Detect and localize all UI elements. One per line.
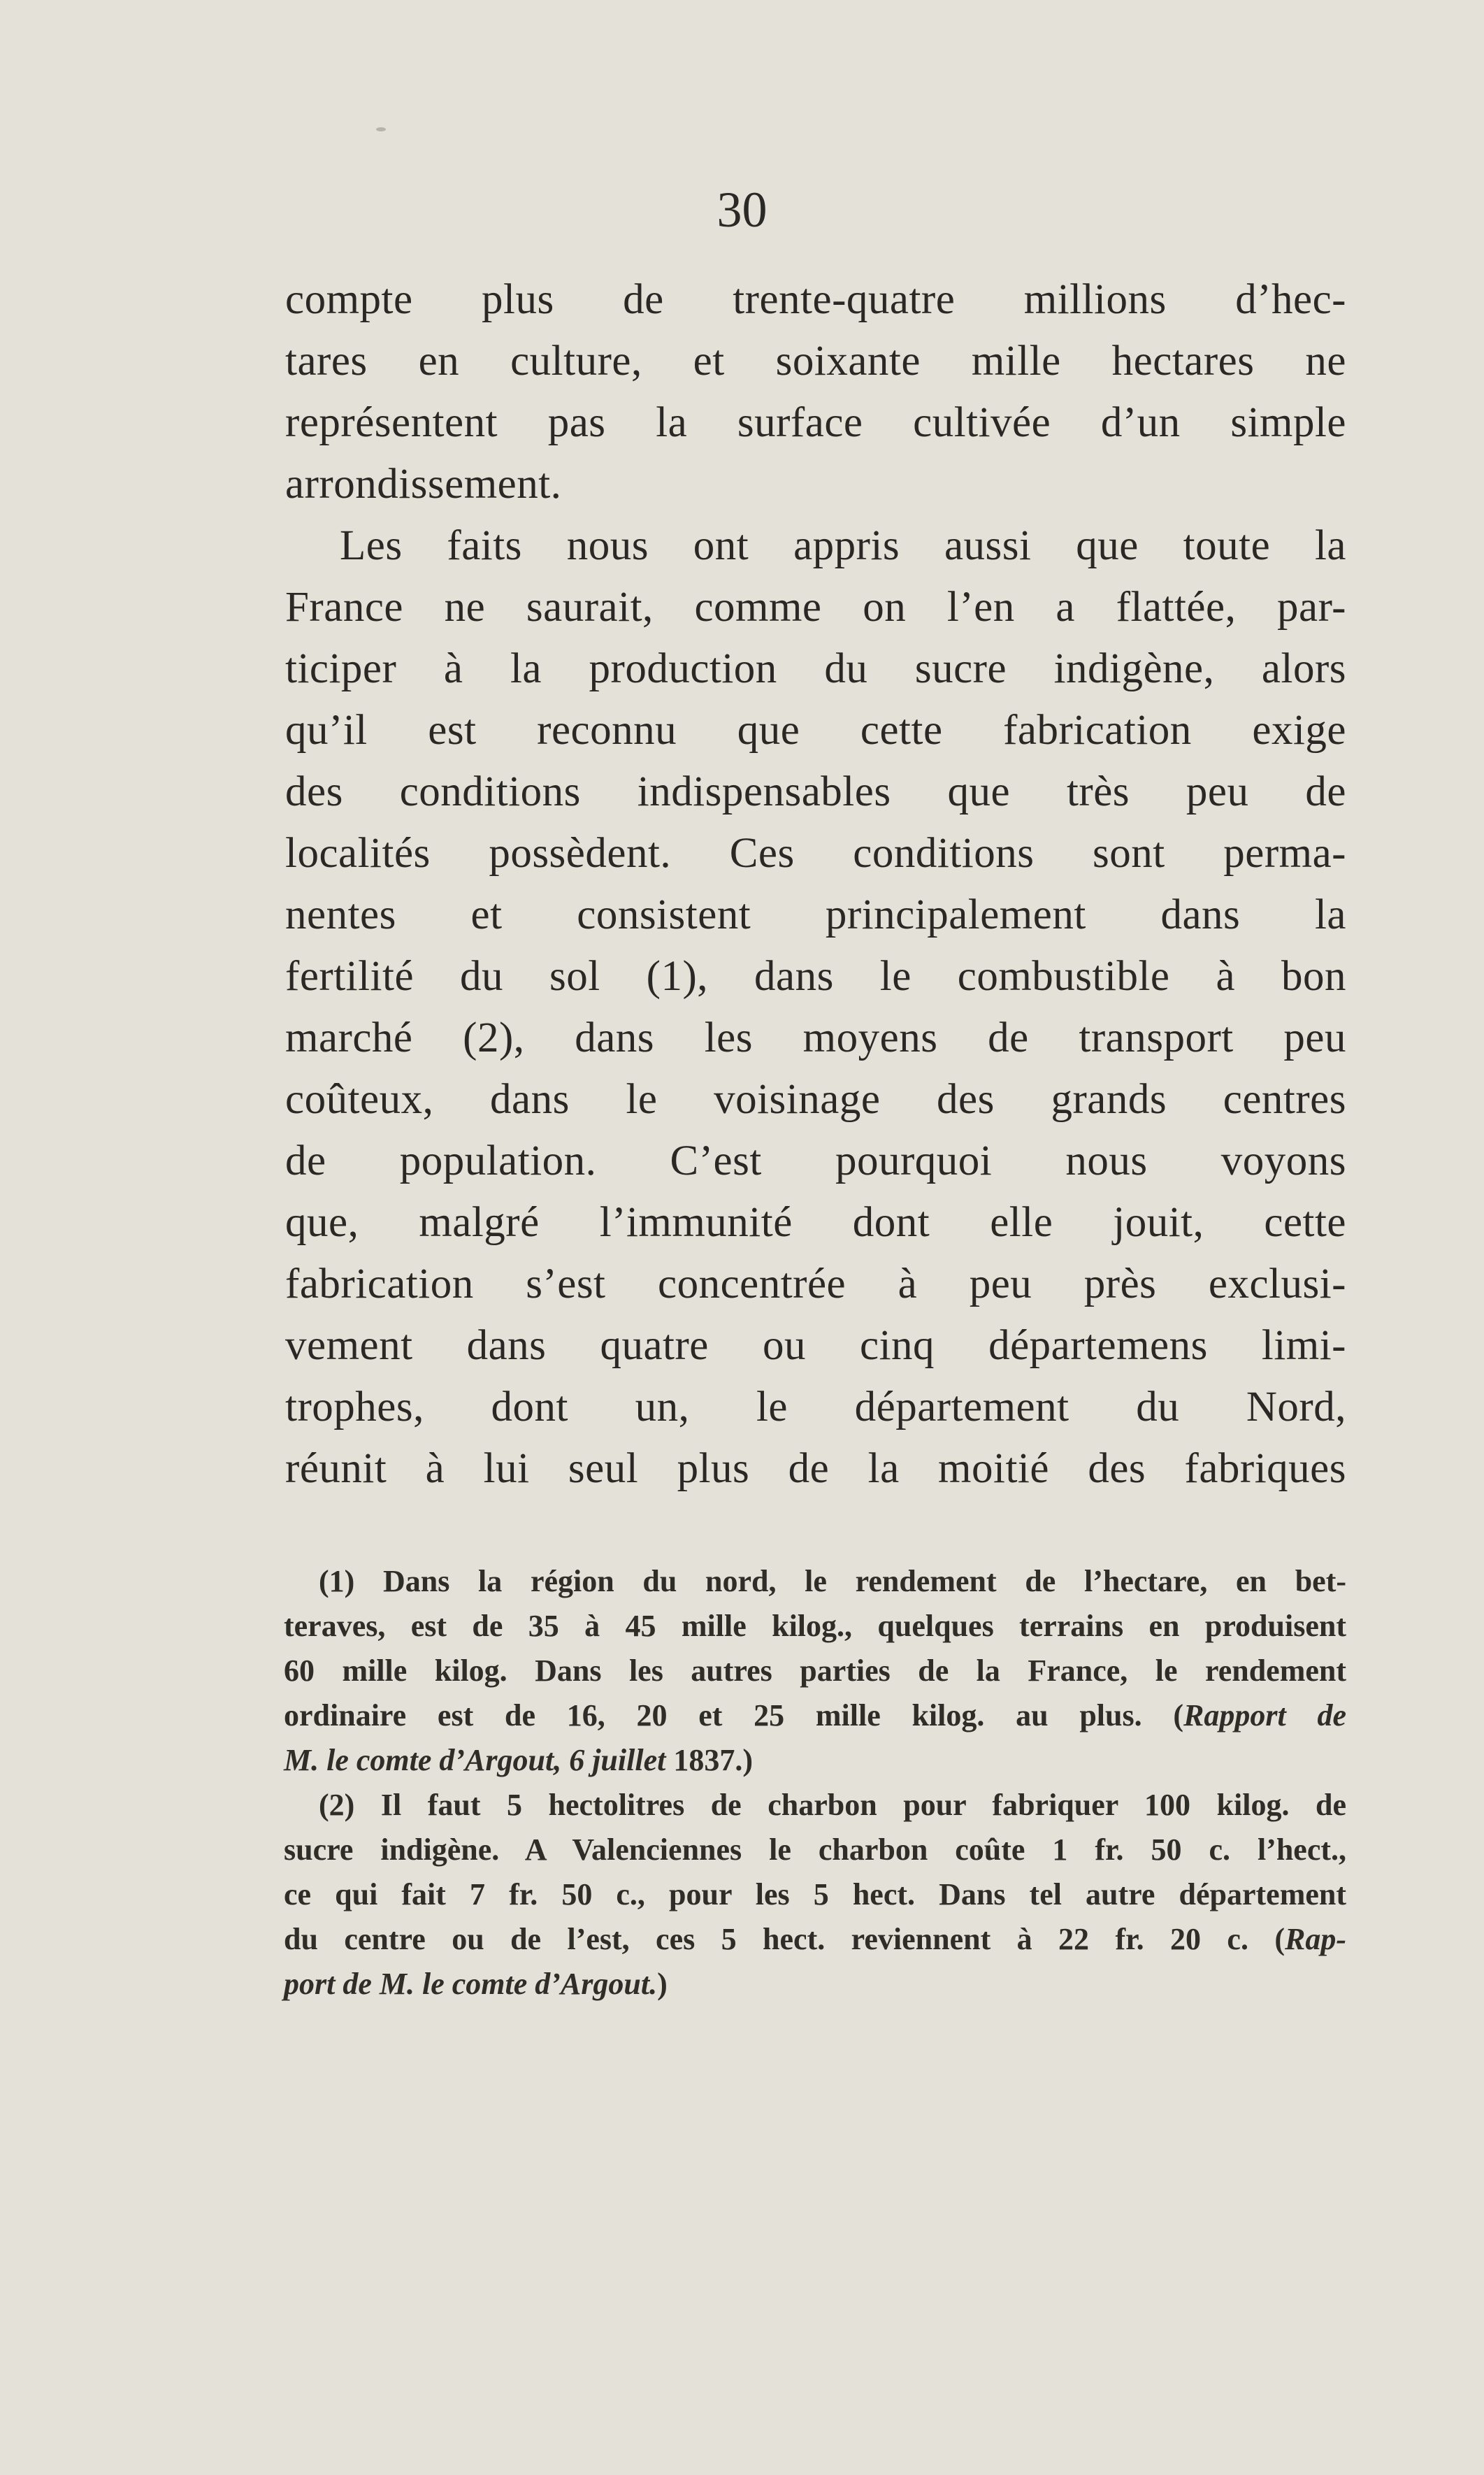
page-number: 30 [716,182,768,238]
footnotes [284,1559,1346,2007]
text-line: arrondissement. [285,461,562,508]
footnote-citation: port de M. le comte d’Argout. [284,1967,658,2001]
ink-speck [376,127,386,131]
text-line: marché (2), dans les moyens de transport peu [285,1014,1346,1061]
footnote-2-line [284,1917,1346,1962]
text-line: fabrication s’est concentrée à peu près exclusi- [285,1261,1346,1307]
footnote-1-line [284,1738,1346,1783]
footnote-1-line: teraves, est de 35 à 45 mille kilog., quelques terrains en produisent [284,1609,1346,1643]
footnote-citation: Rap- [1285,1922,1346,1956]
text-line: nentes et consistent principalement dans la [285,891,1346,938]
footnote-citation: Rapport de [1183,1698,1346,1732]
footnote-text: ordinaire est de 16, 20 et 25 mille kilog. au plus. ( [284,1698,1184,1732]
text-line: ticiper à la production du sucre indigène, alors [285,645,1346,692]
text-line: représentent pas la surface cultivée d’un simple [285,399,1346,446]
footnote-2-line [284,1962,1346,2007]
text-line: coûteux, dans le voisinage des grands centres [285,1076,1346,1123]
body-text [285,269,1346,1500]
footnote-1-line: (1) Dans la région du nord, le rendement de l’hectare, en bet- [319,1564,1346,1598]
footnote-1-line [284,1693,1346,1738]
footnote-text: 1837.) [665,1743,753,1777]
footnote-2-line: sucre indigène. A Valenciennes le charbon coûte 1 fr. 50 c. l’hect., [284,1832,1346,1867]
footnote-text: ) [657,1967,668,2001]
text-line: France ne saurait, comme on l’en a flattée, par- [285,584,1346,631]
text-line: vement dans quatre ou cinq départemens limi- [285,1322,1346,1369]
footnote-1-line: 60 mille kilog. Dans les autres parties de la France, le rendement [284,1653,1346,1688]
text-line: des conditions indispensables que très peu de [285,768,1346,815]
text-line: compte plus de trente-quatre millions d’hec- [285,276,1346,323]
text-line: Les faits nous ont appris aussi que toute la [340,522,1346,569]
text-line: fertilité du sol (1), dans le combustible à bon [285,953,1346,1000]
text-line: localités possèdent. Ces conditions sont perma- [285,830,1346,877]
text-line: qu’il est reconnu que cette fabrication exige [285,707,1346,754]
footnote-text: du centre ou de l’est, ces 5 hect. reviennent à 22 fr. 20 c. ( [284,1922,1285,1956]
text-line: réunit à lui seul plus de la moitié des fabriques [285,1445,1346,1492]
footnote-2-line: ce qui fait 7 fr. 50 c., pour les 5 hect. Dans tel autre département [284,1877,1346,1911]
footnote-citation: M. le comte d’Argout, 6 juillet [284,1743,666,1777]
text-line: trophes, dont un, le département du Nord, [285,1384,1346,1430]
text-line: que, malgré l’immunité dont elle jouit, cette [285,1199,1346,1246]
text-line: de population. C’est pourquoi nous voyons [285,1138,1346,1184]
footnote-2-line: (2) Il faut 5 hectolitres de charbon pour fabriquer 100 kilog. de [319,1788,1346,1822]
text-line: tares en culture, et soixante mille hectares ne [285,338,1346,385]
